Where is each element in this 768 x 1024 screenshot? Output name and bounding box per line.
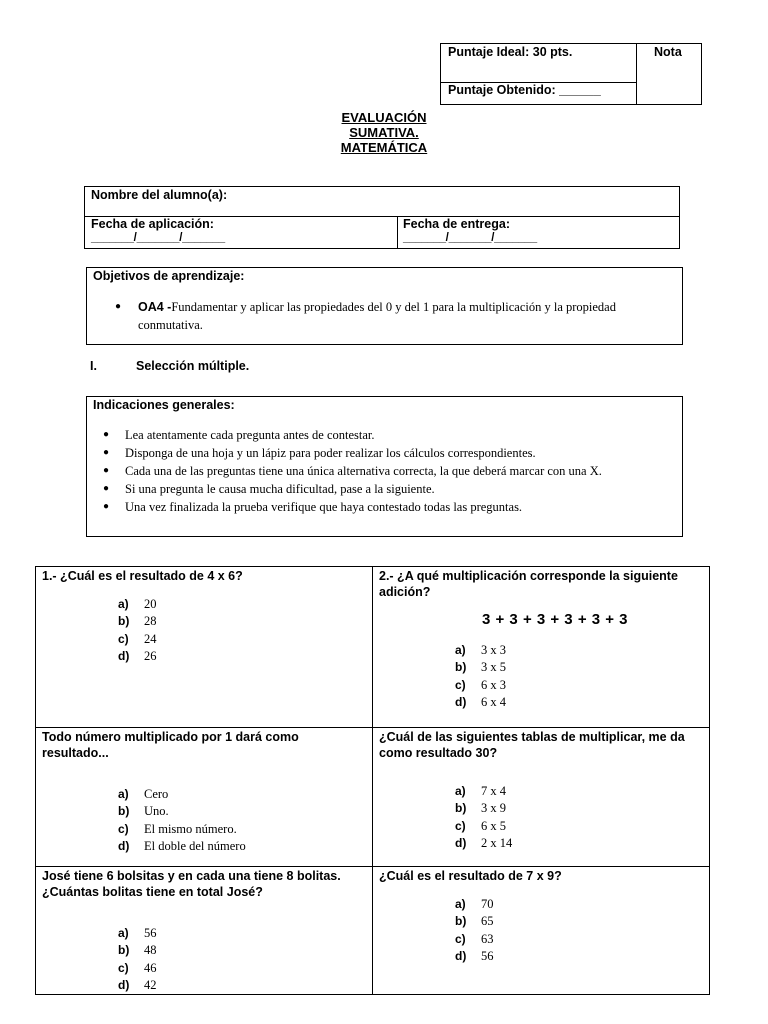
indications-box <box>86 396 683 537</box>
question-1-options <box>118 596 157 666</box>
option-d[interactable]: d) 56 <box>455 949 494 964</box>
question-3-options <box>118 786 246 856</box>
indication-text: Si una pregunta le causa mucha dificultad, pase a la siguiente. <box>125 482 435 496</box>
option-c[interactable]: c) 6 x 3 <box>455 677 506 692</box>
divider <box>36 727 709 728</box>
option-d[interactable]: d) 6 x 4 <box>455 695 506 710</box>
question-5-options <box>118 925 157 995</box>
addition-expression: 3 + 3 + 3 + 3 + 3 + 3 <box>482 611 628 628</box>
bullet-icon: ● <box>103 429 110 440</box>
apply-date-field[interactable]: _______/_______/_______ <box>91 232 225 244</box>
divider <box>397 216 398 248</box>
option-c[interactable]: c) 63 <box>455 931 494 946</box>
question-5: José tiene 6 bolsitas y en cada una tiene 8 bolitas. ¿Cuántas bolitas tiene en total José? <box>42 869 341 899</box>
page-title <box>284 110 484 155</box>
option-a[interactable]: a) 20 <box>118 597 157 611</box>
option-a[interactable]: a) 70 <box>455 897 494 911</box>
score-box <box>440 43 702 105</box>
title-line-2: SUMATIVA. <box>349 125 419 140</box>
indication-text: Lea atentamente cada pregunta antes de contestar. <box>125 428 375 442</box>
questions-grid <box>35 566 710 995</box>
option-b[interactable]: b) 65 <box>455 914 494 929</box>
indications-list <box>101 426 671 516</box>
option-a[interactable]: a) 3 x 3 <box>455 643 506 657</box>
question-2: 2.- ¿A qué multiplicación corresponde la siguiente adición? <box>379 569 678 599</box>
objectives-heading: Objetivos de aprendizaje: <box>93 269 245 283</box>
bullet-icon: ● <box>103 501 110 512</box>
question-3: Todo número multiplicado por 1 dará como resultado... <box>42 730 299 760</box>
objective-code: OA4 - <box>138 300 172 314</box>
option-b[interactable]: b) 28 <box>118 614 157 629</box>
objectives-box <box>86 267 683 345</box>
question-2-options <box>455 642 506 712</box>
student-info-table <box>84 186 680 249</box>
option-d[interactable]: d) El doble del número <box>118 839 246 854</box>
list-item <box>101 462 671 480</box>
option-c[interactable]: c) 46 <box>118 960 157 975</box>
grade-label: Nota <box>654 45 682 59</box>
list-item <box>101 426 671 444</box>
indication-text: Cada una de las preguntas tiene una única alternativa correcta, la que deberá marcar con una X. <box>125 464 602 478</box>
list-item <box>101 498 671 516</box>
option-d[interactable]: d) 26 <box>118 649 157 664</box>
student-name-field[interactable]: Nombre del alumno(a): <box>91 188 228 202</box>
section-number: I. <box>90 359 97 373</box>
option-c[interactable]: c) El mismo número. <box>118 821 237 836</box>
option-a[interactable]: a) 7 x 4 <box>455 784 506 798</box>
ideal-score-label: Puntaje Ideal: 30 pts. <box>448 45 573 59</box>
indications-heading: Indicaciones generales: <box>93 398 235 412</box>
option-a[interactable]: a) 56 <box>118 926 157 940</box>
divider <box>36 866 709 867</box>
indication-text: Una vez finalizada la prueba verifique que haya contestado todas las preguntas. <box>125 500 523 514</box>
due-date-field[interactable]: _______/_______/_______ <box>403 232 537 244</box>
question-4-options <box>455 783 512 853</box>
option-b[interactable]: b) 48 <box>118 943 157 958</box>
option-d[interactable]: d) 2 x 14 <box>455 836 513 851</box>
option-a[interactable]: a) Cero <box>118 787 169 801</box>
option-c[interactable]: c) 24 <box>118 631 157 646</box>
bullet-icon: ● <box>103 447 110 458</box>
question-6-options <box>455 896 494 966</box>
option-b[interactable]: b) 3 x 5 <box>455 660 506 675</box>
objective-text: Fundamentar y aplicar las propiedades del 0 y del 1 para la multiplicación y la propiedad conmutativa. <box>138 300 616 332</box>
title-line-1: EVALUACIÓN <box>341 110 427 125</box>
bullet-icon: ● <box>103 465 110 476</box>
list-item <box>101 444 671 462</box>
divider <box>372 567 373 994</box>
option-b[interactable]: b) 3 x 9 <box>455 801 506 816</box>
question-6: ¿Cuál es el resultado de 7 x 9? <box>379 869 562 883</box>
question-1: 1.- ¿Cuál es el resultado de 4 x 6? <box>42 569 243 583</box>
option-d[interactable]: d) 42 <box>118 978 157 993</box>
apply-date-label: Fecha de aplicación: <box>91 217 214 231</box>
objective-item <box>138 298 672 334</box>
bullet-icon: ● <box>115 301 122 312</box>
indication-text: Disponga de una hoja y un lápiz para poder realizar los cálculos correspondientes. <box>125 446 536 460</box>
due-date-label: Fecha de entrega: <box>403 217 510 231</box>
option-c[interactable]: c) 6 x 5 <box>455 818 506 833</box>
question-4: ¿Cuál de las siguientes tablas de multiplicar, me da como resultado 30? <box>379 730 685 760</box>
bullet-icon: ● <box>103 483 110 494</box>
title-line-3: MATEMÁTICA <box>340 140 428 155</box>
section-title: Selección múltiple. <box>136 359 250 373</box>
obtained-score-field[interactable]: Puntaje Obtenido: ______ <box>448 83 601 97</box>
list-item <box>101 480 671 498</box>
option-b[interactable]: b) Uno. <box>118 804 169 819</box>
